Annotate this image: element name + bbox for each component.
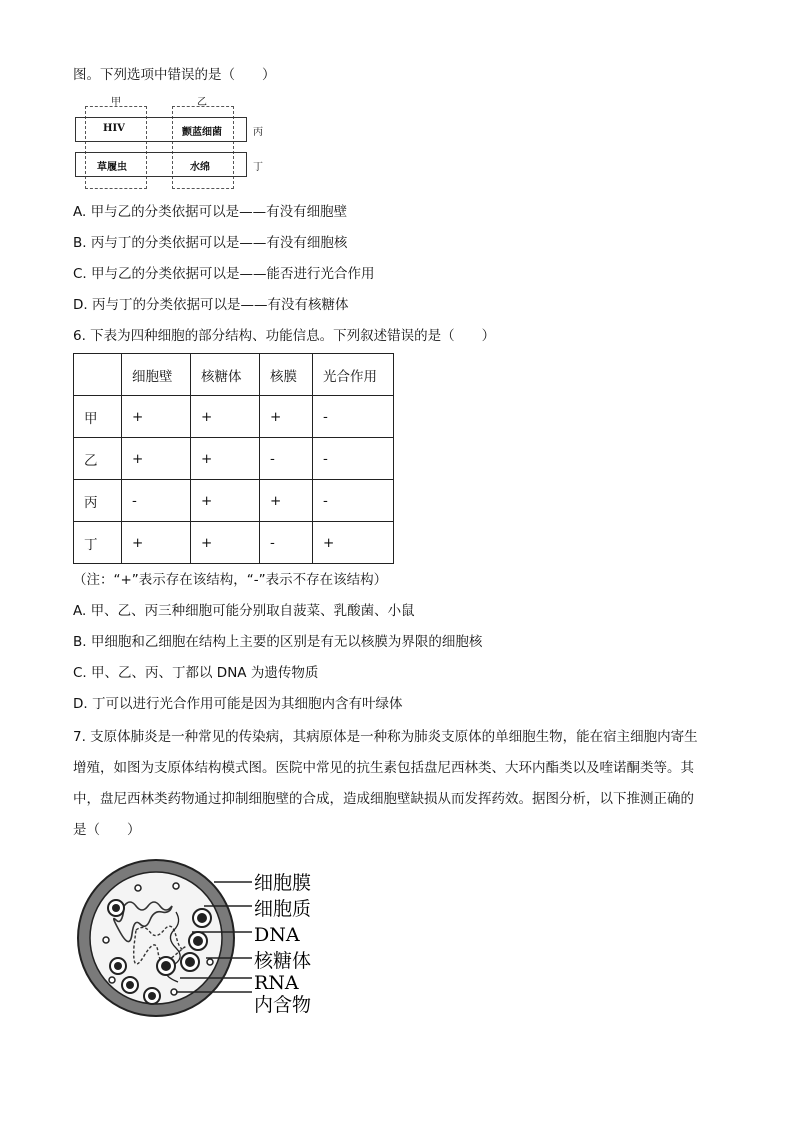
ribosome: [114, 962, 122, 970]
table-row: [74, 396, 394, 438]
table-cell: +: [122, 438, 191, 480]
table-header-cell: 细胞壁: [122, 354, 191, 396]
table-cell: +: [122, 396, 191, 438]
inclusion-body: [109, 977, 115, 983]
inclusion-body: [207, 959, 213, 965]
q5-option-b: B. 丙与丁的分类依据可以是——有没有细胞核: [73, 235, 348, 251]
ribosome: [148, 992, 156, 1000]
cell-paramecium: 草履虫: [97, 162, 127, 173]
cell-spirogyra: 水绵: [190, 162, 210, 173]
table-header-row: [74, 354, 394, 396]
q6-note: （注：“+”表示存在该结构，“-”表示不存在该结构）: [73, 572, 388, 588]
q7-line-1: 7. 支原体肺炎是一种常见的传染病，其病原体是一种称为肺炎支原体的单细胞生物，能在宿主细胞内寄生: [73, 729, 698, 745]
table-cell: +: [191, 438, 260, 480]
table-row: [74, 480, 394, 522]
q6-stem: 6. 下表为四种细胞的部分结构、功能信息。下列叙述错误的是（ ）: [73, 328, 496, 344]
q5-option-d: D. 丙与丁的分类依据可以是——有没有核糖体: [73, 297, 349, 313]
table-header-cell: 核膜: [260, 354, 313, 396]
table-cell: -: [260, 438, 313, 480]
q6-option-a: A. 甲、乙、丙三种细胞可能分别取自菠菜、乳酸菌、小鼠: [73, 603, 415, 619]
ribosome: [112, 904, 120, 912]
q7-line-4: 是（ ）: [73, 822, 141, 838]
label-rna: RNA: [254, 972, 299, 994]
table-cell: 乙: [74, 438, 122, 480]
table-cell: -: [122, 480, 191, 522]
inclusion-body: [135, 885, 141, 891]
q6-option-b: B. 甲细胞和乙细胞在结构上主要的区别是有无以核膜为界限的细胞核: [73, 634, 483, 650]
table-cell: -: [313, 438, 394, 480]
inclusion-body: [103, 937, 109, 943]
label-cell-membrane: 细胞膜: [254, 872, 312, 894]
table-cell: +: [191, 480, 260, 522]
mycoplasma-structure-figure: [76, 858, 336, 1028]
cell-hiv: HIV: [103, 123, 125, 134]
table-cell: -: [313, 396, 394, 438]
label-inclusion: 内含物: [254, 994, 312, 1016]
table-cell: +: [260, 396, 313, 438]
q6-option-d: D. 丁可以进行光合作用可能是因为其细胞内含有叶绿体: [73, 696, 403, 712]
col-label-yi: 乙: [197, 97, 207, 108]
table-cell: 甲: [74, 396, 122, 438]
table-cell: +: [260, 480, 313, 522]
table-cell: +: [122, 522, 191, 564]
row-label-bing: 丙: [253, 127, 263, 138]
table-row: [74, 522, 394, 564]
table-cell: +: [313, 522, 394, 564]
q7-line-3: 中，盘尼西林类药物通过抑制细胞壁的合成，造成细胞壁缺损从而发挥药效。据图分析，以下推测正确的: [73, 791, 694, 807]
table-row: [74, 438, 394, 480]
q5-option-a: A. 甲与乙的分类依据可以是——有没有细胞壁: [73, 204, 348, 220]
ribosome: [197, 913, 207, 923]
ribosome: [126, 981, 134, 989]
label-ribosome: 核糖体: [254, 950, 312, 972]
label-dna: DNA: [254, 924, 300, 946]
table-header-cell: 光合作用: [313, 354, 394, 396]
q7-line-2: 增殖，如图为支原体结构模式图。医院中常见的抗生素包括盘尼西林类、大环内酯类以及喹诺酮类等。其: [73, 760, 694, 776]
ribosome: [185, 957, 195, 967]
table-cell: +: [191, 396, 260, 438]
cell-cyanobacteria: 颤蓝细菌: [182, 127, 222, 138]
table-cell: -: [260, 522, 313, 564]
classification-diagram: [75, 92, 275, 192]
cell-info-table: [73, 353, 394, 564]
table-cell: 丁: [74, 522, 122, 564]
table-header-cell: 核糖体: [191, 354, 260, 396]
ribosome: [193, 936, 203, 946]
q6-option-c: C. 甲、乙、丙、丁都以 DNA 为遗传物质: [73, 665, 319, 681]
q5-stem: 图。下列选项中错误的是（ ）: [73, 67, 276, 83]
col-label-jia: 甲: [111, 97, 121, 108]
table-cell: -: [313, 480, 394, 522]
label-cytoplasm: 细胞质: [254, 898, 312, 920]
inclusion-body: [173, 883, 179, 889]
table-header-cell: [74, 354, 122, 396]
row-label-ding: 丁: [253, 162, 263, 173]
table-cell: +: [191, 522, 260, 564]
ribosome: [161, 961, 171, 971]
q5-option-c: C. 甲与乙的分类依据可以是——能否进行光合作用: [73, 266, 375, 282]
table-cell: 丙: [74, 480, 122, 522]
